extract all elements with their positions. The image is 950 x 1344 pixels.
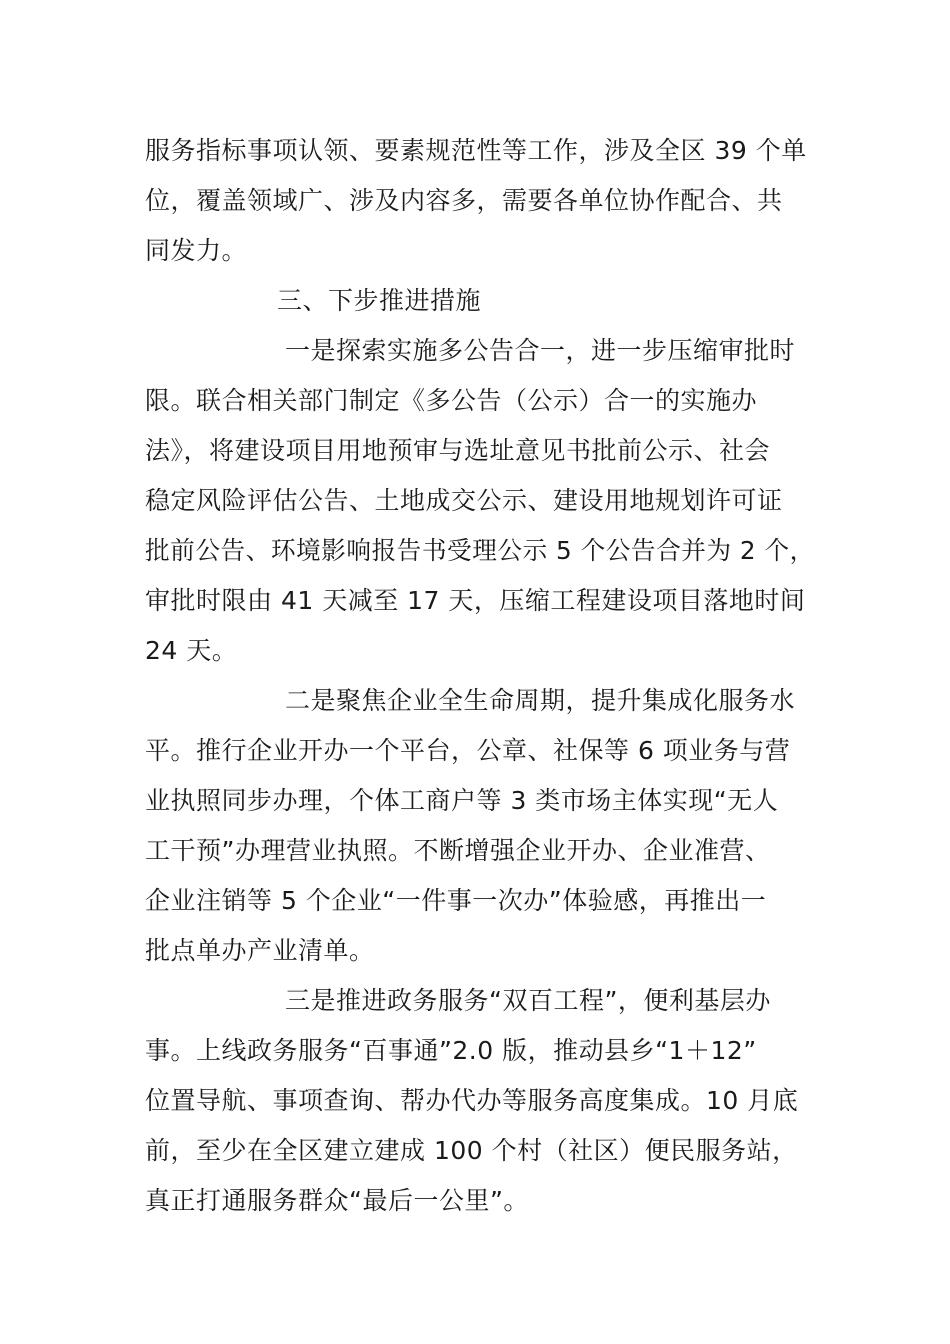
paragraph-line: 同发力。	[145, 236, 248, 265]
paragraph-line: 位，覆盖领域广、涉及内容多，需要各单位协作配合、共	[145, 186, 783, 215]
paragraph-line: 批前公告、环境影响报告书受理公示 5 个公告合并为 2 个，	[145, 536, 815, 565]
paragraph-line: 法》，将建设项目用地预审与选址意见书批前公示、社会	[145, 436, 771, 465]
paragraph-line: 稳定风险评估公告、土地成交公示、建设用地规划许可证	[145, 486, 783, 515]
paragraph-line: 24 天。	[145, 636, 238, 665]
paragraph-line: 服务指标事项认领、要素规范性等工作，涉及全区 39 个单	[145, 136, 807, 165]
paragraph-line: 事。上线政务服务“百事通”2.0 版，推动县乡“1＋12”	[145, 1036, 757, 1065]
paragraph-line: 一是探索实施多公告合一，进一步压缩审批时	[285, 336, 796, 365]
paragraph-line: 批点单办产业清单。	[145, 936, 375, 965]
paragraph-line: 位置导航、事项查询、帮办代办等服务高度集成。10 月底	[145, 1086, 799, 1115]
section-heading: 三、下步推进措施	[277, 286, 482, 315]
paragraph-line: 工干预”办理营业执照。不断增强企业开办、企业准营、	[145, 836, 771, 865]
paragraph-line: 二是聚焦企业全生命周期，提升集成化服务水	[285, 686, 796, 715]
paragraph-line: 真正打通服务群众“最后一公里”。	[145, 1186, 529, 1215]
paragraph-line: 审批时限由 41 天减至 17 天，压缩工程建设项目落地时间	[145, 586, 806, 615]
paragraph-line: 前，至少在全区建立建成 100 个村（社区）便民服务站，	[145, 1136, 798, 1165]
paragraph-line: 企业注销等 5 个企业“一件事一次办”体验感，再推出一	[145, 886, 767, 915]
paragraph-line: 限。联合相关部门制定《多公告（公示）合一的实施办	[145, 386, 758, 415]
paragraph-line: 三是推进政务服务“双百工程”，便利基层办	[285, 986, 771, 1015]
paragraph-line: 业执照同步办理，个体工商户等 3 类市场主体实现“无人	[145, 786, 779, 815]
paragraph-line: 平。推行企业开办一个平台，公章、社保等 6 项业务与营	[145, 736, 791, 765]
